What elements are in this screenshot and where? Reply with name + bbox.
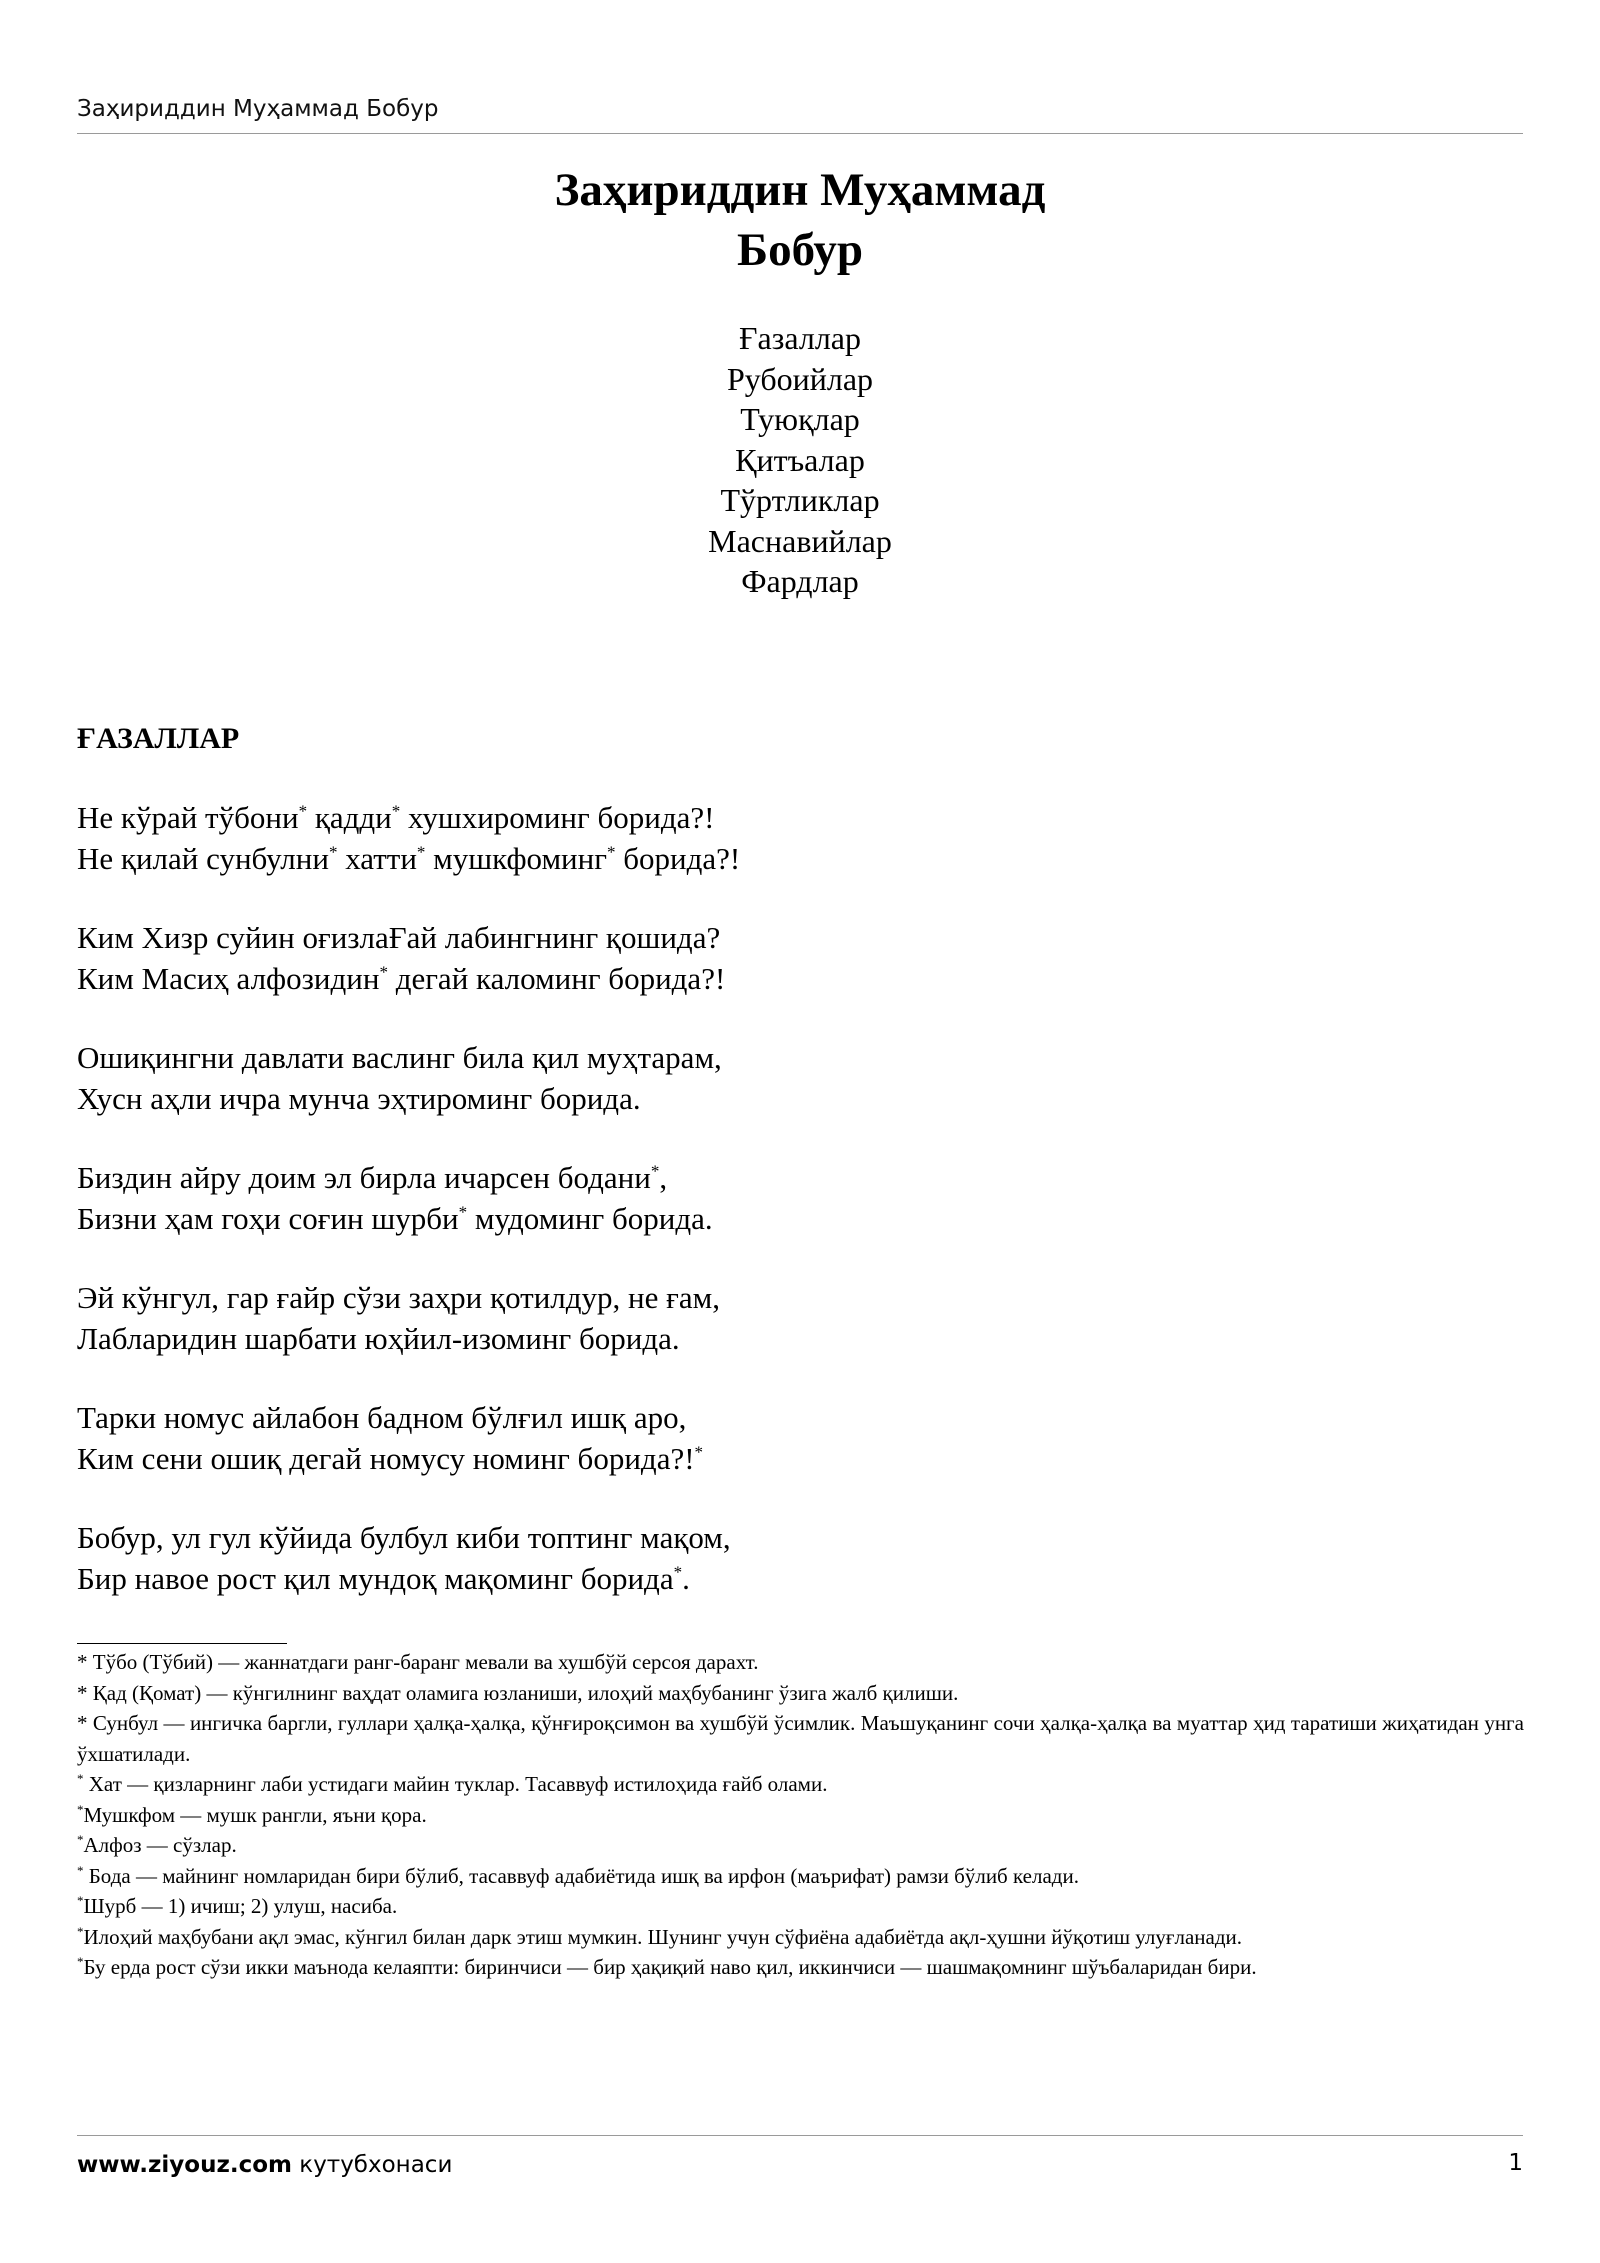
poem (77, 797, 1377, 1637)
footer-credit (77, 2152, 452, 2178)
page-title (0, 160, 1600, 280)
footnote: *Алфоз — сўзлар. (77, 1832, 237, 1857)
contents-item: Тўртликлар (720, 482, 880, 518)
page-number: 1 (1508, 2150, 1523, 2176)
header-rule (77, 133, 1523, 134)
contents-item: Рубоийлар (726, 360, 874, 397)
title-line-2: Бобур (737, 224, 863, 276)
footnote: *Бу ерда рост сўзи икки маънода келаяпти: биринчиси — бир ҳақиқий наво қил, иккинчиси — шашмақомнинг шўъбаларидан бири. (77, 1954, 1257, 1979)
title-line-1: Заҳириддин Муҳаммад (554, 164, 1046, 216)
verse-line: Биздин айру доим эл бирла ичарсен бодани*, (77, 1160, 668, 1195)
footnote-marker: * (416, 842, 426, 862)
verse-line: Лабларидин шарбати юҳйил-изоминг борида. (77, 1321, 680, 1356)
stanza (77, 917, 1377, 999)
footnote-marker: * (391, 801, 401, 821)
stanza (77, 1157, 1377, 1239)
contents-list (0, 318, 1600, 602)
stanza (77, 1397, 1377, 1479)
footnote-marker: * (298, 801, 308, 821)
stanza (77, 1517, 1377, 1599)
contents-item: Қитъалар (735, 441, 865, 478)
footer-rule (77, 2135, 1523, 2136)
stanza (77, 1277, 1377, 1359)
stanza (77, 1037, 1377, 1119)
footnote-marker: * (458, 1202, 468, 1222)
footnote: *Шурб — 1) ичиш; 2) улуш, насиба. (77, 1893, 398, 1918)
verse-line: Тарки номус айлабон бадном бўлғил ишқ аро, (77, 1400, 687, 1435)
verse-line: Не қилай сунбулни* хатти* мушкфоминг* борида?! (77, 841, 741, 876)
footnote: * Бода — майнинг номларидан бири бўлиб, тасаввуф адабиётида ишқ ва ирфон (маърифат) рамзи бўлиб келади. (77, 1862, 1079, 1888)
verse-line: Хусн аҳли ичра мунча эҳтироминг борида. (77, 1081, 641, 1116)
section-heading: ҒАЗАЛЛАР (77, 722, 240, 755)
verse-line: Бизни ҳам гоҳи соғин шурби* мудоминг борида. (77, 1201, 713, 1236)
verse-line: Ошиқингни давлати васлинг била қил муҳтарам, (77, 1040, 722, 1075)
footnote: *Илоҳий маҳбубани ақл эмас, кўнгил билан дарк этиш мумкин. Шунинг учун сўфиёна адабиётда ақл-ҳушни йўқотиш улуғланади. (77, 1923, 1242, 1949)
verse-line: Бир навое рост қил мундоқ мақоминг борида*. (77, 1561, 690, 1596)
verse-line: Не кўрай тўбони* қадди* хушхироминг борида?! (77, 800, 715, 835)
footnote: * Тўбо (Тўбий) — жаннатдаги ранг-баранг мевали ва хушбўй серсоя дарахт. (77, 1650, 759, 1674)
footnotes (77, 1647, 1524, 1983)
site-link[interactable]: www.ziyouz.com (77, 2152, 292, 2178)
verse-line: Бобур, ул гул кўйида булбул киби топтинг мақом, (77, 1520, 731, 1555)
stanza (77, 797, 1377, 879)
contents-item: Фардлар (741, 563, 859, 599)
footnote-marker: * (673, 1562, 683, 1582)
footnote-marker: * (606, 842, 616, 862)
footnote: * Хат — қизларнинг лаби устидаги майин туклар. Тасаввуф истилоҳида ғайб олами. (77, 1771, 828, 1796)
contents-item: Туюқлар (740, 401, 860, 437)
verse-line: Ким Хизр суйин оғизлаҒай лабингнинг қошида? (77, 920, 721, 955)
verse-line: Ким Масиҳ алфозидин* дегай каломинг борида?! (77, 961, 726, 996)
verse-line: Эй кўнгул, гар ғайр сўзи заҳри қотилдур, не ғам, (77, 1280, 720, 1315)
footnote: *Мушкфом — мушк рангли, яъни қора. (77, 1801, 427, 1827)
footnote: * Сунбул — ингичка баргли, гуллари ҳалқа-ҳалқа, қўнғироқсимон ва хушбўй ўсимлик. Маъшуқанинг сочи ҳалқа-ҳалқа ва муаттар ҳид таратиши жиҳатидан унга ўхшатилади. (77, 1711, 1524, 1766)
footnote-marker: * (650, 1161, 660, 1181)
footnote: * Қад (Қомат) — кўнгилнинг ваҳдат оламига юзланиши, илоҳий маҳбубанинг ўзига жалб қилиши. (77, 1680, 959, 1705)
contents-item: Ғазаллар (739, 320, 861, 356)
footnote-marker: * (328, 842, 338, 862)
footnote-marker: * (694, 1442, 704, 1462)
footnote-separator (77, 1643, 287, 1644)
footer-label: кутубхонаси (291, 2152, 453, 2178)
verse-line: Ким сени ошиқ дегай номусу номинг борида?!* (77, 1441, 704, 1476)
contents-item: Маснавийлар (708, 522, 892, 559)
footnote-marker: * (379, 962, 388, 982)
running-header: Заҳириддин Муҳаммад Бобур (77, 96, 439, 122)
